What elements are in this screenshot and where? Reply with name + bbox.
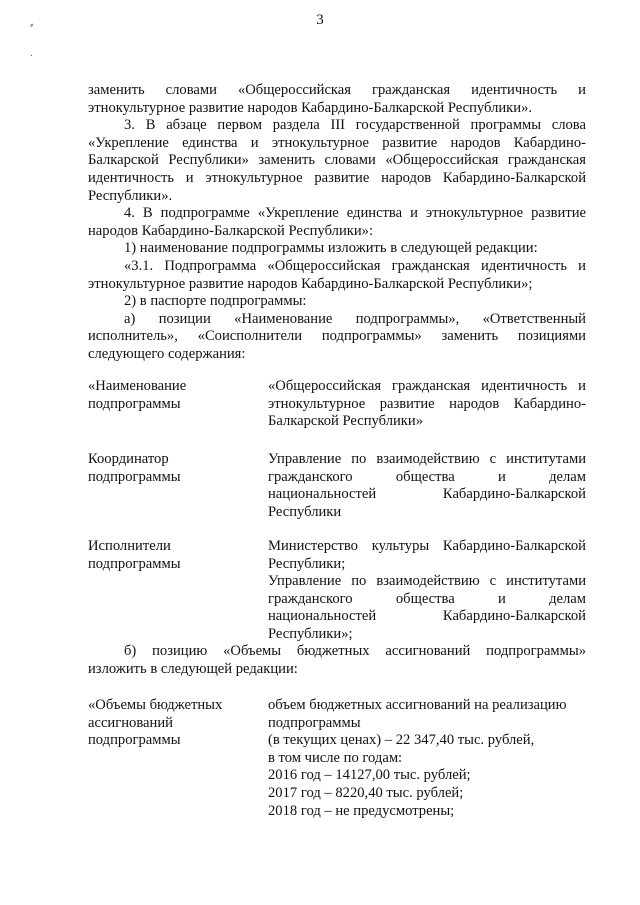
value-line: подпрограммы <box>268 714 361 731</box>
paragraph-replace-words: заменить словами «Общероссийская гражданская идентичность и этнокультурное развитие народов Кабардино-Балкарской Республики». <box>88 82 586 116</box>
value-line: «Общероссийская гражданская идентичность и <box>268 378 586 394</box>
position-value <box>268 378 586 431</box>
position-budget <box>88 697 586 820</box>
value-line: Республики <box>268 503 342 520</box>
paragraph-subprogram-3-1: «3.1. Подпрограмма «Общероссийская гражданская идентичность и этнокультурное развитие народов Кабардино-Балкарской Республики»; <box>88 257 586 292</box>
position-value <box>268 451 586 521</box>
value-line: гражданского общества и делам <box>268 590 586 607</box>
label-line: Исполнители <box>88 538 171 554</box>
position-label <box>88 538 268 644</box>
value-line: в том числе по годам: <box>268 749 403 766</box>
position-value <box>268 538 586 644</box>
position-koordinator <box>88 451 586 521</box>
margin-mark-1: ⸗ <box>30 20 34 31</box>
label-line: подпрограммы <box>88 555 181 572</box>
value-line: Управление по взаимодействию с институтами <box>268 573 586 590</box>
label-line: подпрограммы <box>88 395 181 412</box>
label-line: «Объемы бюджетных <box>88 697 223 713</box>
label-line: подпрограммы <box>88 732 181 749</box>
paragraph-item-2: 2) в паспорте подпрограммы: <box>124 293 307 310</box>
value-line: гражданского общества и делам <box>268 468 586 485</box>
value-line: национальностей Кабардино-Балкарской <box>268 486 586 503</box>
value-line: Управление по взаимодействию с институтами <box>268 451 586 467</box>
label-line: подпрограммы <box>88 468 181 485</box>
position-ispolniteli <box>88 538 586 644</box>
value-line: Республики; <box>268 555 346 572</box>
label-line: «Наименование <box>88 378 187 394</box>
position-label <box>88 378 268 431</box>
position-label <box>88 697 268 820</box>
intro-paragraphs <box>88 82 586 364</box>
value-line: объем бюджетных ассигнований на реализацию <box>268 697 567 713</box>
value-line: 2018 год – не предусмотрены; <box>268 802 455 819</box>
paragraph-b-block <box>88 643 586 678</box>
paragraph-section-4: 4. В подпрограмме «Укрепление единства и этнокультурное развитие народов Кабардино-Балкарской Республики»: <box>88 205 586 239</box>
paragraph-item-1: 1) наименование подпрограммы изложить в следующей редакции: <box>124 240 538 257</box>
label-line: ассигнований <box>88 714 173 731</box>
value-line: (в текущих ценах) – 22 347,40 тыс. рублей, <box>268 732 535 749</box>
value-line: Балкарской Республики» <box>268 413 424 430</box>
margin-mark-2: ˑ <box>30 52 33 63</box>
paragraph-section-3: 3. В абзаце первом раздела III государственной программы слова «Укрепление единства и этнокультурное развитие народов Кабардино-Балкарской Республики» заменить словами «Общероссийская гражданская идентичность и этнокультурное развитие народов Кабардино-Балкарской Республики». <box>88 117 586 204</box>
paragraph-item-a: а) позиции «Наименование подпрограммы», «Ответственный исполнитель», «Соисполнители подпрограммы» заменить позициями следующего содержания: <box>88 310 586 362</box>
position-label <box>88 451 268 521</box>
value-line: Республики»; <box>268 625 353 642</box>
value-line: 2017 год – 8220,40 тыс. рублей; <box>268 784 464 801</box>
value-line: Министерство культуры Кабардино-Балкарской <box>268 538 586 554</box>
label-line: Координатор <box>88 451 169 467</box>
position-naimenovanie <box>88 378 586 431</box>
position-value <box>268 697 586 820</box>
paragraph-item-b: б) позицию «Объемы бюджетных ассигнований подпрограммы» изложить в следующей редакции: <box>88 643 586 677</box>
page-number: 3 <box>316 12 324 28</box>
value-line: национальностей Кабардино-Балкарской <box>268 608 586 625</box>
value-line: 2016 год – 14127,00 тыс. рублей; <box>268 767 471 784</box>
value-line: этнокультурное развитие народов Кабардино- <box>268 395 586 412</box>
